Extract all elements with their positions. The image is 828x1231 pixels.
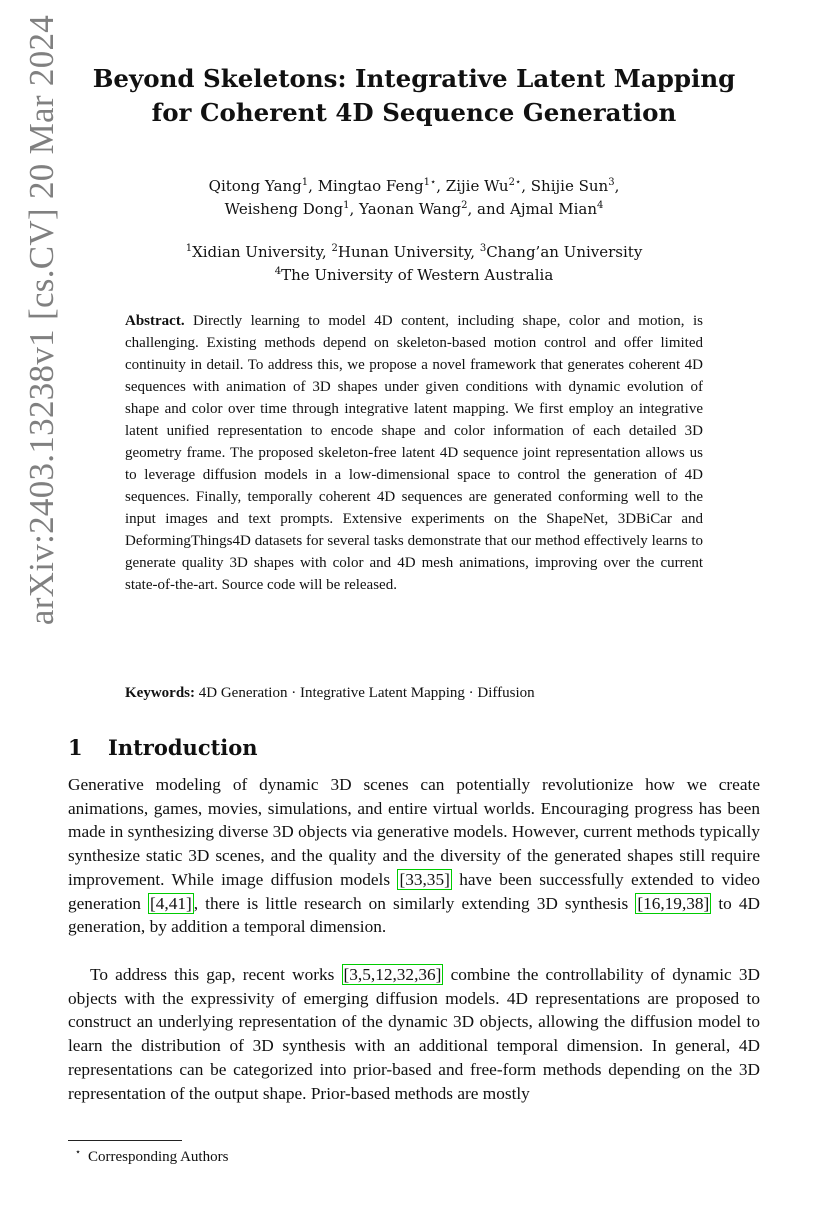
affiliation-list	[60, 241, 768, 287]
section-number: 1	[68, 735, 83, 760]
paragraph-text: Generative modeling of dynamic 3D scenes can potentially revolutionize how we create animations, games, movies, simulations, and entire virtual worlds. Encouraging progress has been made in synthesizing diverse 3D objects via generative models. However, current methods typically synthesize static 3D scenes, and the quality and the diversity of the generated shapes still require improvement. While image diffusion models	[68, 775, 760, 889]
keywords	[125, 682, 703, 704]
citation-link[interactable]: [16,19,38]	[637, 893, 710, 913]
paper-title	[60, 62, 768, 130]
affiliation: $^4$The University of Western Australia	[274, 266, 554, 284]
paragraph-text: to 4D generation, by addition a temporal dimension.	[68, 893, 760, 937]
paragraph-text: , there is little research on similarly extending 3D synthesis	[193, 893, 636, 913]
author: Qitong Yang$^1$	[208, 177, 309, 195]
author: Mingtao Feng$^{1⋆}$	[317, 177, 437, 195]
abstract	[125, 310, 703, 596]
citation-link[interactable]: [4,41]	[150, 893, 192, 913]
paragraph-text: combine the controllability of dynamic 3D objects with the expressivity of emerging diffusion models. 4D representations are proposed to construct an underlying representation of the dynamic 3D objects, allowing the diffusion model to learn the distribution of 3D synthesis with an additional temporal dimension. In general, 4D representations can be categorized into prior-based and free-form methods depending on the 3D representation of the output shape. Prior-based methods are mostly	[68, 965, 760, 1103]
footnote-divider	[68, 1140, 182, 1141]
citation-link[interactable]: [33,35]	[399, 869, 450, 889]
affiliation: $^2$Hunan University,	[331, 243, 476, 261]
author: and Ajmal Mian$^4$	[477, 200, 604, 218]
footnote-text: Corresponding Authors	[88, 1149, 229, 1165]
title-line-1: Beyond Skeletons: Integrative Latent Mapping	[92, 64, 736, 93]
author: Weisheng Dong$^1$	[224, 200, 350, 218]
section-heading	[68, 733, 258, 763]
section-title: Introduction	[108, 735, 258, 760]
affiliation: $^3$Chang’an University	[479, 243, 643, 261]
arxiv-identifier: arXiv:2403.13238v1 [cs.CV] 20 Mar 2024	[22, 14, 61, 626]
author-list: Qitong Yang$^1$, Mingtao Feng$^{1⋆}$, Zijie $Wu^{2⋆}$, Shijie Sun$^3$, Weisheng Dong$^1$, Yaonan Wang$^2$, and Ajmal Mian$^4$	[208, 177, 620, 218]
title-line-2: for Coherent 4D Sequence Generation	[151, 98, 677, 127]
abstract-text: Directly learning to model 4D content, including shape, color and motion, is challenging. Existing methods depend on skeleton-based motion control and offer limited continuity in detail. To address this, we propose a novel framework that generates coherent 4D sequences with animation of 3D shapes under given conditions with dynamic evolution of shape and color over time through integrative latent mapping. We first employ an integrative latent unified representation to encode shape and color information of each detailed 3D geometry frame. The proposed skeleton-free latent 4D sequence joint representation allows us to leverage diffusion models in a low-dimensional space to control the generation of 4D sequences. Finally, temporally coherent 4D sequences are generated conforming well to the input images and text prompts. Extensive experiments on the ShapeNet, 3DBiCar and DeformingThings4D datasets for several tasks demonstrate that our method effectively learns to generate quality 3D shapes with color and 4D mesh animations, improving over the current state-of-the-art. Source code will be released.	[125, 313, 703, 593]
body-paragraph	[68, 963, 760, 1105]
footnote: ⋆ Corresponding Authors	[74, 1147, 229, 1165]
author: Zijie $Wu^{2⋆}$	[445, 177, 522, 195]
paragraph-text: To address this gap, recent works	[90, 965, 342, 984]
keywords-label: Keywords:	[125, 685, 195, 701]
body-paragraph	[68, 773, 760, 939]
paragraph-text: have been successfully extended to video generation	[68, 869, 760, 913]
affiliation: $^1$Xidian University,	[185, 243, 327, 261]
author: Yaonan Wang$^2$	[359, 200, 468, 218]
author: Shijie Sun$^3$	[530, 177, 615, 195]
citation-link[interactable]: [3,5,12,32,36]	[343, 965, 442, 984]
keywords-text: 4D Generation · Integrative Latent Mapping · Diffusion	[198, 685, 535, 701]
abstract-label: Abstract.	[125, 313, 185, 329]
